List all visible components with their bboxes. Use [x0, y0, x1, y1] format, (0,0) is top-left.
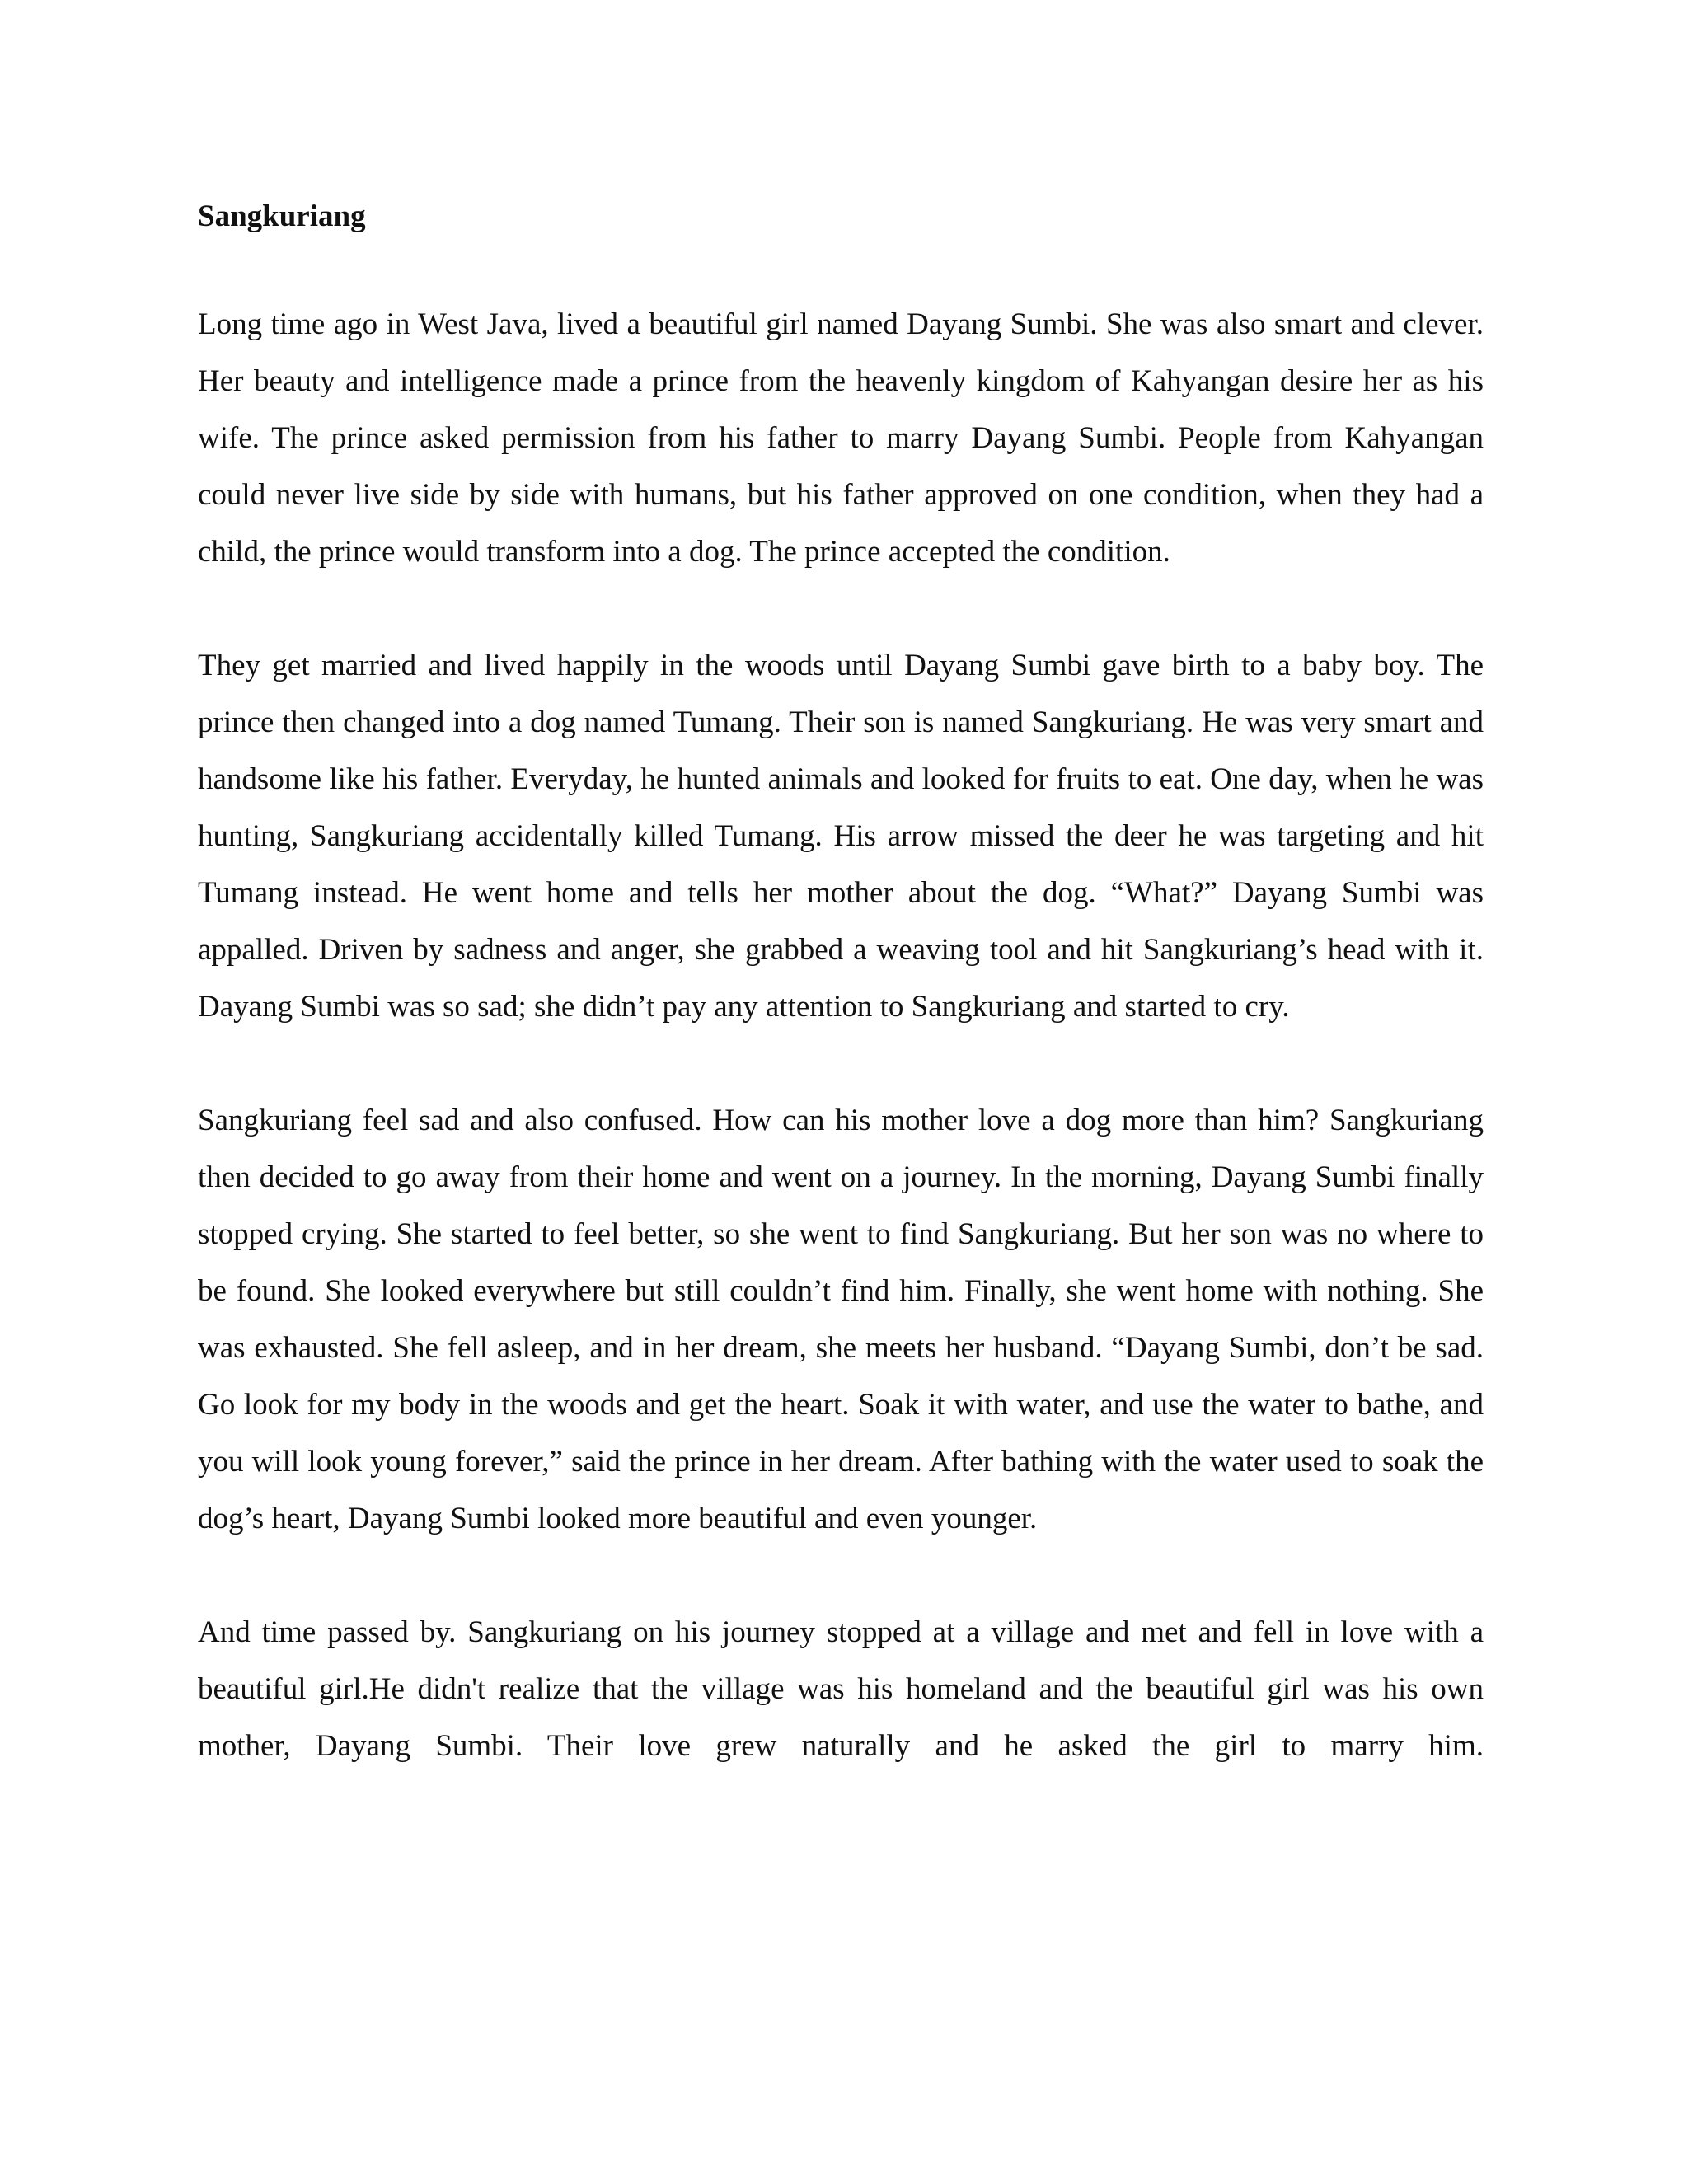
document-body	[198, 194, 1484, 1831]
paragraph-1: Long time ago in West Java, lived a beautiful girl named Dayang Sumbi. She was also smart and clever. Her beauty and intelligence made a prince from the heavenly kingdom of Kahyangan desire her as his wife. The prince asked permission from his father to marry Dayang Sumbi. People from Kahyangan could never live side by side with humans, but his father approved on one condition, when they had a child, the prince would transform into a dog. The prince accepted the condition.	[198, 307, 1484, 569]
paragraph-4: And time passed by. Sangkuriang on his journey stopped at a village and met and fell in love with a beautiful girl.He didn't realize that the village was his homeland and the beautiful girl was his own mother, Dayang Sumbi. Their love grew naturally and he asked the girl to marry him.	[198, 1615, 1484, 1763]
document-title: Sangkuriang	[198, 199, 366, 233]
paragraph-2: They get married and lived happily in the woods until Dayang Sumbi gave birth to a baby boy. The prince then changed into a dog named Tumang. Their son is named Sangkuriang. He was very smart and handsome like his father. Everyday, he hunted animals and looked for fruits to eat. One day, when he was hunting, Sangkuriang accidentally killed Tumang. His arrow missed the deer he was targeting and hit Tumang instead. He went home and tells her mother about the dog. “What?” Dayang Sumbi was appalled. Driven by sadness and anger, she grabbed a weaving tool and hit Sangkuriang’s head with it. Dayang Sumbi was so sad; she didn’t pay any attention to Sangkuriang and started to cry.	[198, 649, 1484, 1024]
paragraph-3: Sangkuriang feel sad and also confused. How can his mother love a dog more than him? Sangkuriang then decided to go away from their home and went on a journey. In the morning, Dayang Sumbi finally stopped crying. She started to feel better, so she went to find Sangkuriang. But her son was no where to be found. She looked everywhere but still couldn’t find him. Finally, she went home with nothing. She was exhausted. She fell asleep, and in her dream, she meets her husband. “Dayang Sumbi, don’t be sad. Go look for my body in the woods and get the heart. Soak it with water, and use the water to bathe, and you will look young forever,” said the prince in her dream. After bathing with the water used to soak the dog’s heart, Dayang Sumbi looked more beautiful and even younger.	[198, 1104, 1484, 1535]
